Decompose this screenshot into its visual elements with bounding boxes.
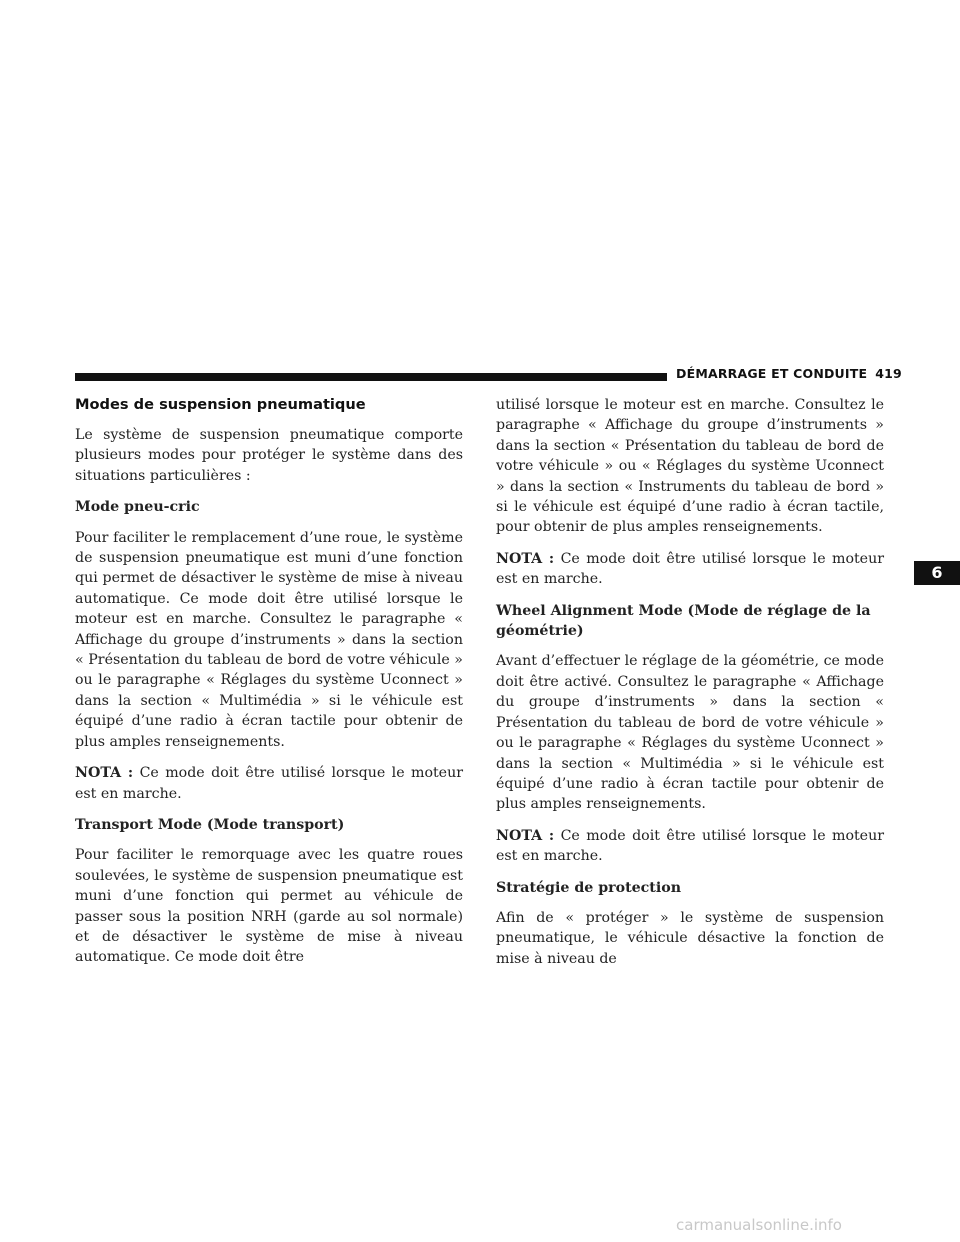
note-label: NOTA : [75, 765, 134, 782]
chapter-tab: 6 [914, 561, 960, 585]
paragraph-transport-continued: utilisé lorsque le moteur est en marche. Consultez le paragraphe « Affichage du groupe d’instruments » dans la section « Présentation du tableau de bord de votre véhicule » ou « Réglages du système Uconnect » dans la section « Instruments du tableau de bord » si le véhicule est équipé d’une radio à écran tactile, pour obtenir de plus amples renseignements. [496, 397, 884, 536]
section-heading: Modes de suspension pneumatique [75, 396, 366, 413]
note-label: NOTA : [496, 550, 555, 567]
subheading-transport-mode: Transport Mode (Mode transport) [75, 816, 345, 833]
note-paragraph [496, 826, 884, 867]
subheading-wheel-alignment: Wheel Alignment Mode (Mode de réglage de la géométrie) [496, 602, 871, 640]
paragraph-protection-strategy: Afin de « protéger » le système de suspension pneumatique, le véhicule désactive la fonction de mise à niveau de [496, 909, 884, 967]
subheading-mode-pneu-cric: Mode pneu-cric [75, 499, 200, 516]
header-rule [75, 373, 667, 381]
note-label: NOTA : [496, 827, 555, 844]
section-title: DÉMARRAGE ET CONDUITE [676, 366, 868, 381]
note-paragraph [496, 549, 884, 590]
subheading-protection-strategy: Stratégie de protection [496, 879, 682, 896]
intro-paragraph: Le système de suspension pneumatique comporte plusieurs modes pour protéger le système dans des situations particulières : [75, 427, 463, 484]
right-column [496, 395, 884, 980]
paragraph-wheel-alignment: Avant d’effectuer le réglage de la géométrie, ce mode doit être activé. Consultez le paragraphe « Affichage du groupe d’instruments » dans la section « Présentation du tableau de bord de votre véhicule » ou le paragraphe « Réglages du système Uconnect » dans la section « Multimédia » si le véhicule est équipé d’une radio à écran tactile pour obtenir de plus amples renseignements. [496, 653, 884, 813]
left-column [75, 395, 463, 979]
paragraph-transport-mode: Pour faciliter le remorquage avec les quatre roues soulevées, le système de suspension pneumatique est muni d’une fonction qui permet au véhicule de passer sous la position NRH (garde au sol normale) et de désactiver le système de mise à niveau automatique. Ce mode doit être [75, 847, 463, 966]
page-number: 419 [875, 366, 902, 381]
note-text: Ce mode doit être utilisé lorsque le moteur est en marche. [75, 765, 464, 802]
watermark: carmanualsonline.info [676, 1216, 842, 1234]
note-text: Ce mode doit être utilisé lorsque le moteur est en marche. [496, 827, 885, 865]
running-header [676, 366, 902, 381]
note-paragraph [75, 763, 463, 804]
paragraph-pneu-cric: Pour faciliter le remplacement d’une roue, le système de suspension pneumatique est muni d’une fonction qui permet de désactiver le système de mise à niveau automatique. Ce mode doit être utilisé lorsque le moteur est en marche. Consultez le paragraphe « Affichage du groupe d’instruments » dans la section « Présentation du tableau de bord de votre véhicule » ou le paragraphe « Réglages du système Uconnect » dans la section « Multimédia » si le véhicule est équipé d’une radio à écran tactile pour obtenir de plus amples renseignements. [75, 529, 463, 750]
note-text: Ce mode doit être utilisé lorsque le moteur est en marche. [496, 550, 885, 588]
